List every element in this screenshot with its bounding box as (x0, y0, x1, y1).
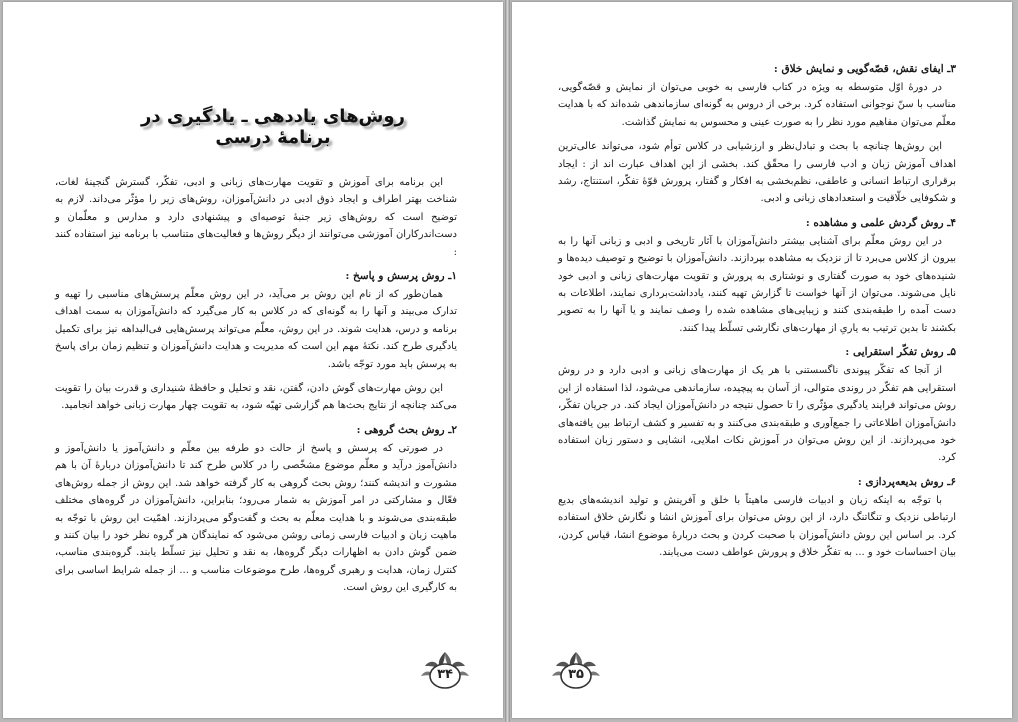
section-4-paragraph-1: در این روش معلّم برای آشنایی بیشتر دانش‌آموزان با آثار تاریخی و ادبی و زبانی آنها را به بیرون از کلاس می‌برد تا از نزدیک به مشاهده بپردازند. دانش‌آموزان با توضیح و توصیف دیده‌ها و شنیده‌های خود به صورت گفتاری و نوشتاری به پرورش و تقویت مهارت‌های زبانی و ادبی خود نایل می‌شوند. می‌توان از آنها خواست تا گزارش تهیه کنند، یادداشت‌برداری نمایند، اطلاعات به دست آمده را طبقه‌بندی کنند و زیبایی‌های مشاهده شده را وصف نمایند و یا آنها را به تصویر بکشند تا بدین ترتیب به یاریِ از مهارت‌های نگارشی تسلّط پیدا کنند. (558, 235, 956, 334)
section-3-paragraph-1: در دورهٔ اوّل متوسطه به ویژه در کتاب فارسی به خوبی می‌توان از نمایش و قصّه‌گویی، مناسب با سنّ نوجوانی استفاده کرد. برخی از دروس به گونه‌ای سازماندهی شده‌اند که با هدایت معلّم می‌توان مفاهیم مورد نظر را به صورت عینی و محسوس به نمایش گذاشت. (558, 82, 957, 128)
left-page-text (55, 174, 457, 604)
book-spine (505, 0, 510, 722)
page-number: ۳۴ (437, 667, 453, 682)
section-2-paragraph-1: در صورتی که پرسش و پاسخ از حالت دو طرفه بین معلّم و دانش‌آموز یا دانش‌آموز و دانش‌آموز درآید و معلّم موضوع مشخّصی را در کلاس طرح کند تا دانش‌آموزان دربارهٔ آن با هم مشورت و اندیشه کنند؛ روش بحث گروهی به کار گرفته خواهد شد. این روش از جمله روش‌های فعّال و مشارکتی در امر آموزش به شمار می‌رود؛ بنابراین، دانش‌آموزان در گروه‌های مختلف طبقه‌بندی می‌شوند و با هدایت معلّم به بحث و گفت‌وگو می‌پردازند. اهمّیت این روش با توجّه به ماهیت زبان و ادبیات فارسی زمانی روشن می‌شود که نمایندگان هر گروه نظر خود را بیان کنند و ضمن گوش دادن به اظهارات دیگر گروه‌ها، به نقد و تحلیل نیز تسلّط یابند. گروه‌بندی مناسب، کنترل زمان، هدایت و رهبری گروه‌ها، طرح موضوعات مناسب و ... از جمله شرایط اساسی برای به کارگیری این روش است. (55, 442, 457, 594)
section-4-heading: ۴ـ روش گردش علمی و مشاهده : (805, 216, 956, 229)
intro-paragraph: این برنامه برای آموزش و تقویت مهارت‌های زبانی و ادبی، تفکّر، گسترش گنجینهٔ لغات، شناخت بهتر اطراف و ایجاد ذوق ادبی در دانش‌آموزان، روش‌های زیر را مؤثّر می‌داند. لازم به توضیح است که روش‌های زیر جنبهٔ توصیه‌ای و پیشنهادی دارد و مدارس و معلّمان و دست‌اندرکاران آموزشی می‌توانند از دیگر روش‌ها و فعالیت‌های متناسب با برنامه نیز استفاده کنند : (55, 177, 457, 258)
right-page-text (558, 58, 956, 568)
section-1-heading: ۱ـ روش پرسش و پاسخ : (345, 270, 457, 283)
section-1-paragraph-1: همان‌طور که از نام این روش بر می‌آید، در این روش معلّم پرسش‌های مناسبی را تهیه و تدارک می‌بیند و آنها را به گونه‌ای که در کلاس به کار می‌گیرد که دانش‌آموزان به سمت اهداف برنامه و درس، هدایت شوند. در این روش، معلّم می‌تواند پرسش‌هایی فی‌البداهه نیز برای تکمیل یادگیری طرح کند. نکتهٔ مهم این است که مدیریت و هدایت دانش‌آموزان و تنظیم زمان برای پاسخ به پرسش باید مورد توجّه باشد. (55, 289, 457, 370)
section-5-paragraph-1: از آنجا که تفکّر پیوندی ناگسستنی با هر یک از مهارت‌های زبانی و ادبی دارد و در روش استقرایی هم تفکّر در روندی متوالی، از آسان به پیچیده، سازماندهی می‌شود، لذا استفاده از این روش می‌تواند فرایند یادگیری مؤثّری را تا حصول نتیجه در دانش‌آموزان ایجاد کند. در جریان تفکّر، دانش‌آموزان اطلاعاتی را جمع‌آوری و طبقه‌بندی می‌کنند و به تفسیر و کشف ارتباط بین یافته‌های خود می‌پردازند. از این روش می‌توان در آموزش نکات املایی، انشایی و دستور زبان استفاده کرد. (558, 365, 956, 464)
right-page (512, 2, 1012, 718)
page-number-ornament-left (415, 646, 475, 694)
section-6-paragraph-1: با توجّه به اینکه زبان و ادبیات فارسی ماهیتاً با خلق و آفرینش و تولید اندیشه‌های بدیع ارتباطی نزدیک و تنگاتنگ دارد، از این روش می‌توان برای آموزش انشا و نگارش خلاق استفاده کرد. بر اساس این روش دانش‌آموزان با صحبت کردن و بحث دربارهٔ موضوع انشا، قیاس کردن، بیان احساسات خود و ... به تفکّر خلاق و پرورش عواطف دست می‌یابند. (558, 494, 956, 558)
section-3-paragraph-2: این روش‌ها چنانچه با بحث و تبادل‌نظر و ارزشیابی در کلاس توأم شود، می‌تواند عالی‌ترین اهداف آموزش زبان و ادب فارسی را محقّق کند. بخشی از این اهداف عبارت اند از : ایجاد برقراری ارتباط انسانی و عاطفی، نظم‌بخشی به افکار و گفتار، پرورش قوّهٔ تفکّر، استنتاج، رشد و شکوفایی خلّاقیت و استعدادهای زبانی و ادبی. (558, 141, 956, 205)
left-page (3, 2, 503, 718)
page-number-ornament-right (546, 646, 606, 694)
section-1-paragraph-2: این روش مهارت‌های گوش دادن، گفتن، نقد و تحلیل و حافظهٔ شنیداری و قدرت بیان را تقویت می‌کند چنانچه از نتایج بحث‌ها هم گزارشی تهیّه شود، به تقویت چهار مهارت زبانی خواهد انجامید. (55, 383, 457, 412)
section-3-heading: ۳ـ ایفای نقش، قصّه‌گویی و نمایش خلاق : (773, 63, 956, 75)
page-number: ۳۵ (568, 667, 584, 682)
section-2-heading: ۲ـ روش بحث گروهی : (356, 423, 457, 436)
chapter-title: روش‌های یاددهی ـ یادگیری در برنامهٔ درسی (141, 106, 405, 148)
section-6-heading: ۶ـ روش بدیعه‌پردازی : (857, 475, 956, 488)
section-5-heading: ۵ـ روش تفکّر استقرایی : (845, 346, 956, 359)
